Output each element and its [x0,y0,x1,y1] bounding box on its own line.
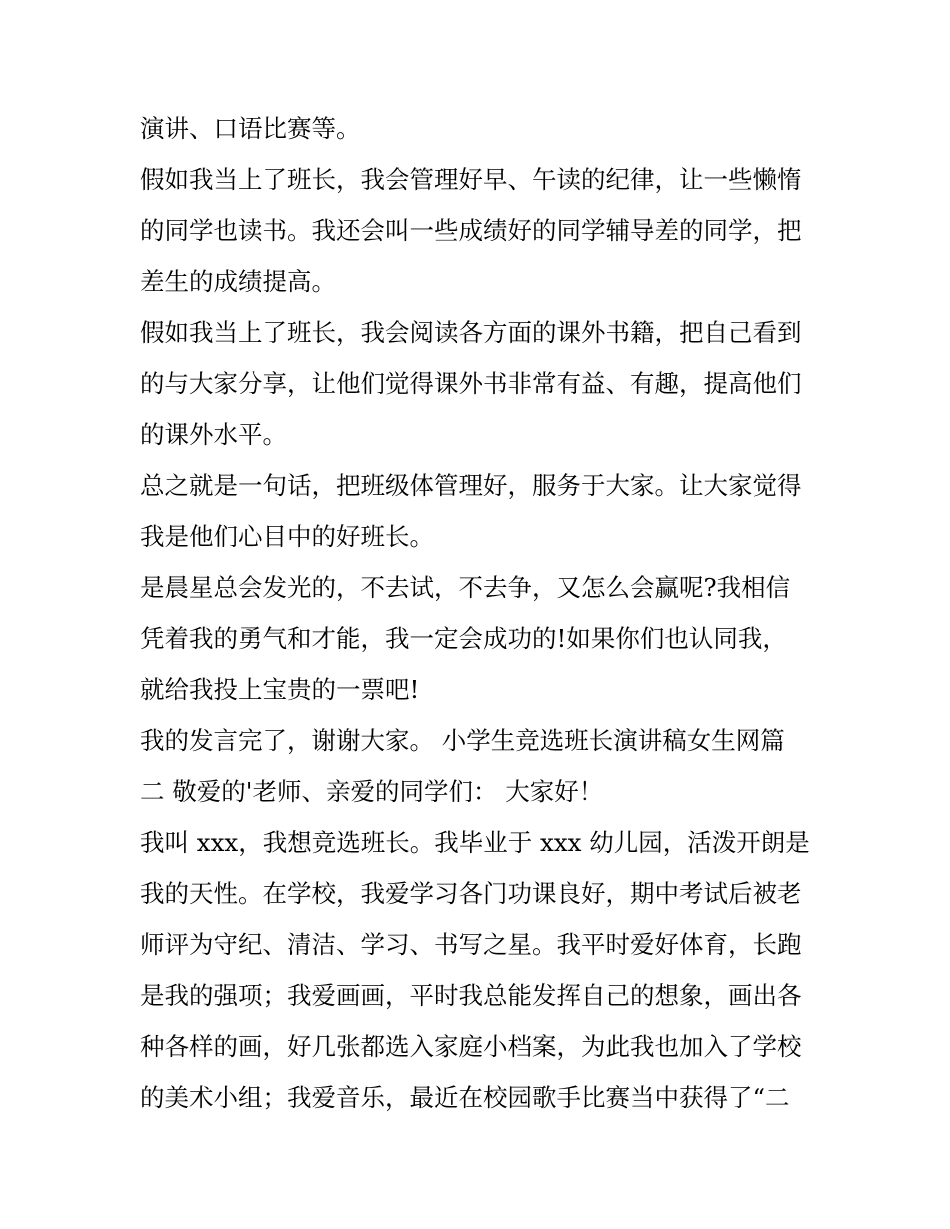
text-line: 种各样的画，好几张都选入家庭小档案，为此我也加入了学校 [140,1032,802,1061]
text-line: 凭着我的勇气和才能，我一定会成功的!如果你们也认同我， [140,624,787,653]
text-line: 假如我当上了班长，我会阅读各方面的课外书籍，把自己看到 [140,318,802,347]
text-line: 就给我投上宝贵的一票吧! [140,675,420,704]
text-line: 我的天性。在学校，我爱学习各门功课良好，期中考试后被老 [140,879,802,908]
text-line: 二 敬爱的'老师、亲爱的同学们： 大家好！ [140,777,604,806]
text-line: 的与大家分享，让他们觉得课外书非常有益、有趣，提高他们 [140,369,802,398]
document-body [140,103,830,1123]
text-line: 是晨星总会发光的，不去试，不去争，又怎么会赢呢?我相信 [140,573,791,602]
text-line: 我是他们心目中的好班长。 [140,522,434,551]
text-line: 的同学也读书。我还会叫一些成绩好的同学辅导差的同学，把 [140,216,802,245]
text-line: 假如我当上了班长，我会管理好早、午读的纪律，让一些懒惰 [140,165,802,194]
text-line: 我叫 xxx，我想竞选班长。我毕业于 xxx 幼儿园，活泼开朗是 [140,828,810,857]
text-line: 演讲、口语比赛等。 [140,114,361,143]
text-line: 的美术小组；我爱音乐，最近在校园歌手比赛当中获得了“二 [140,1083,790,1112]
text-line: 是我的强项；我爱画画，平时我总能发挥自己的想象，画出各 [140,981,802,1010]
text-line: 师评为守纪、清洁、学习、书写之星。我平时爱好体育，长跑 [140,930,802,959]
text-line: 差生的成绩提高。 [140,267,336,296]
text-line: 的课外水平。 [140,420,287,449]
text-line: 总之就是一句话，把班级体管理好，服务于大家。让大家觉得 [140,471,802,500]
text-line: 我的发言完了，谢谢大家。 小学生竞选班长演讲稿女生网篇 [140,726,785,755]
